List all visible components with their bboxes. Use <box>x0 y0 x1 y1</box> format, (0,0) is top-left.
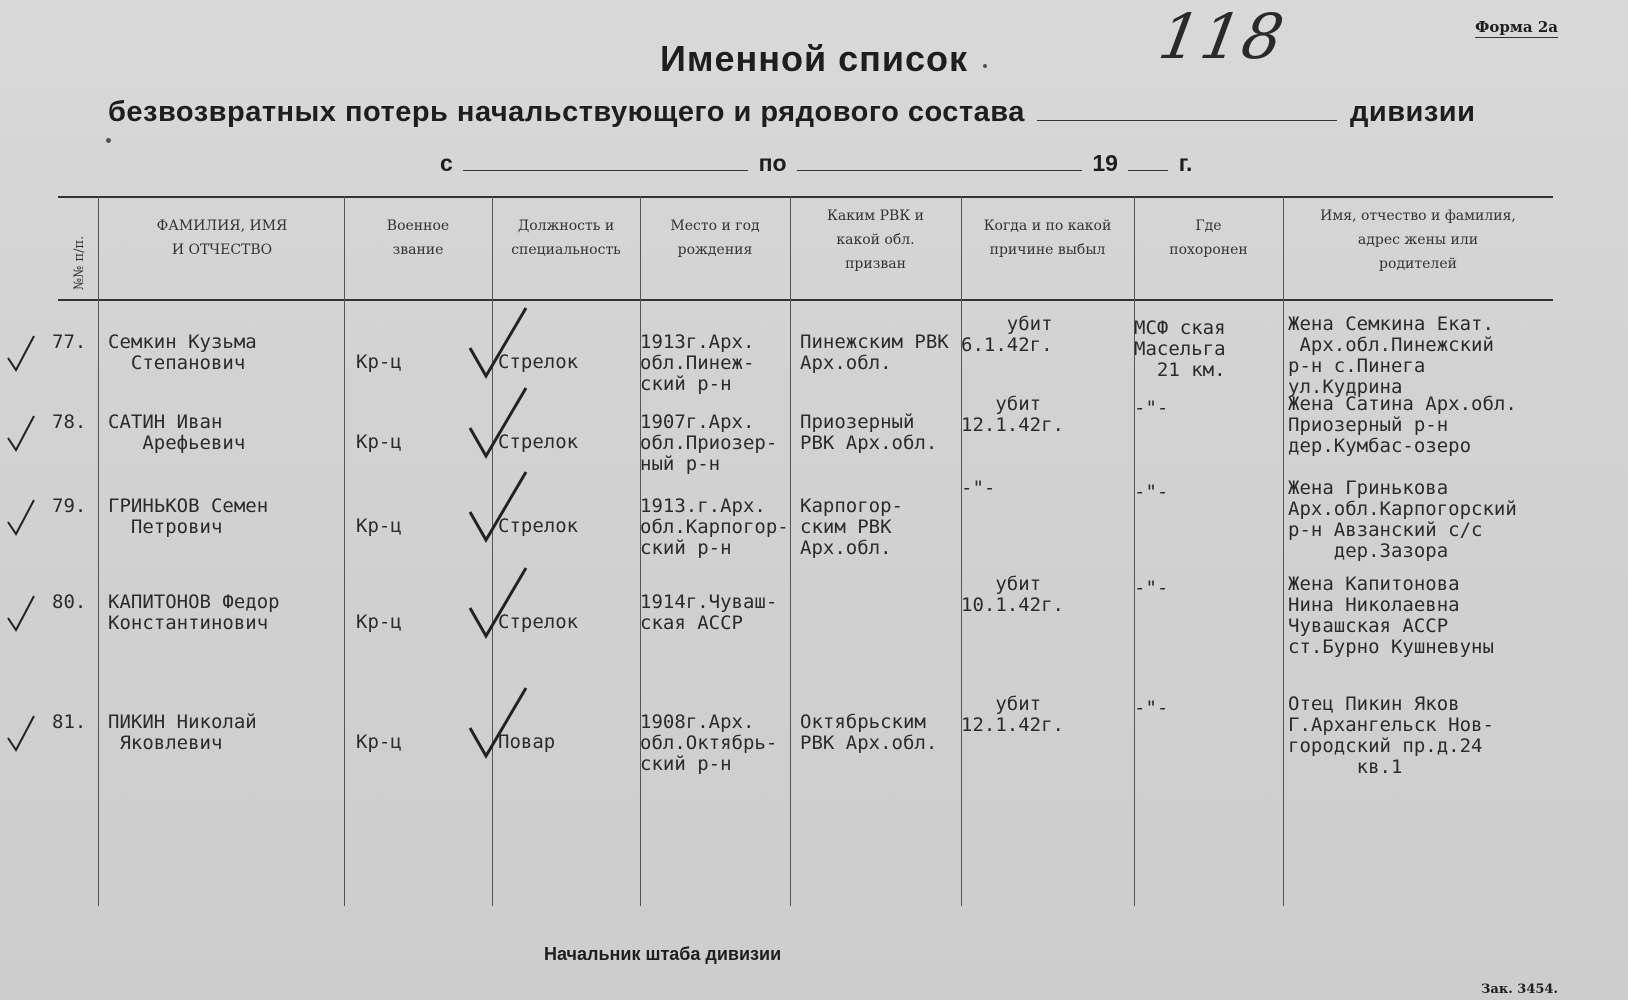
row-number: 81. <box>52 711 87 733</box>
row-birthplace: 1907г.Арх. обл.Приозер- ный р-н <box>640 411 778 475</box>
losses-table <box>52 196 1553 906</box>
row-full-name: ПИКИН Николай Яковлевич <box>108 711 257 754</box>
row-full-name: ГРИНЬКОВ Семен Петрович <box>108 495 269 538</box>
period-year-label: 19 <box>1092 150 1118 176</box>
row-number: 80. <box>52 591 87 613</box>
row-dropout: убит 10.1.42г. <box>961 573 1064 616</box>
row-full-name: КАПИТОНОВ Федор Константинович <box>108 591 280 634</box>
row-burial-place: -"- <box>1134 577 1169 599</box>
handwritten-page-number: 118 <box>1153 0 1291 73</box>
row-dropout: убит 6.1.42г. <box>961 313 1053 356</box>
scan-speck <box>983 64 987 68</box>
row-rank: Кр-ц <box>356 611 402 633</box>
row-rvk: Пинежским РВК Арх.обл. <box>800 331 949 374</box>
margin-check-icon <box>6 414 36 454</box>
row-rvk: Приозерный РВК Арх.обл. <box>800 411 938 454</box>
period-from-blank <box>463 152 748 171</box>
period-from-label: с <box>440 150 453 176</box>
row-burial-place: -"- <box>1134 397 1169 419</box>
division-blank <box>1037 102 1337 121</box>
document-subtitle <box>108 96 1475 129</box>
table-row <box>52 477 1553 576</box>
header-when: Когда и по какой причине выбыл <box>983 218 1112 258</box>
row-burial-place: -"- <box>1134 697 1169 719</box>
row-number: 77. <box>52 331 87 353</box>
table-top-rule <box>58 196 1553 198</box>
row-position: Стрелок <box>498 431 579 453</box>
row-rvk: Октябрьским РВК Арх.обл. <box>800 711 938 754</box>
period-year-blank <box>1128 152 1168 171</box>
order-number: Зак. 3454. <box>1481 982 1558 997</box>
period-to-blank <box>797 152 1082 171</box>
header-relatives: Имя, отчество и фамилия, адрес жены или родителей <box>1320 208 1516 272</box>
row-relatives: Отец Пикин Яков Г.Архангельск Нов- городский пр.д.24 кв.1 <box>1288 693 1494 778</box>
period-to-label: по <box>758 150 787 176</box>
period-line <box>440 150 1192 177</box>
header-rank: Военное звание <box>386 218 450 258</box>
header-birth: Место и год рождения <box>670 218 760 258</box>
row-full-name: САТИН Иван Арефьевич <box>108 411 246 454</box>
row-dropout: -"- <box>961 477 996 499</box>
row-birthplace: 1908г.Арх. обл.Октябрь- ский р-н <box>640 711 778 775</box>
row-position: Стрелок <box>498 611 579 633</box>
header-buried: Где похоронен <box>1169 218 1248 258</box>
row-relatives: Жена Гринькова Арх.обл.Карпогорский р-н Авзанский с/с дер.Зазора <box>1288 477 1517 562</box>
row-birthplace: 1913г.Арх. обл.Пинеж- ский р-н <box>640 331 755 395</box>
signature-label: Начальник штаба дивизии <box>544 944 782 964</box>
row-relatives: Жена Капитонова Нина Николаевна Чувашская АССР ст.Бурно Кушневуны <box>1288 573 1494 658</box>
header-name: ФАМИЛИЯ, ИМЯ И ОТЧЕСТВО <box>156 218 288 258</box>
table-row <box>52 693 1553 792</box>
header-rvk: Каким РВК и какой обл. призван <box>827 208 924 272</box>
row-burial-place: -"- <box>1134 481 1169 503</box>
row-position: Повар <box>498 731 556 753</box>
table-row <box>52 573 1553 672</box>
scan-speck <box>106 138 111 143</box>
row-dropout: убит 12.1.42г. <box>961 693 1064 736</box>
margin-check-icon <box>6 334 36 374</box>
row-rank: Кр-ц <box>356 515 402 537</box>
margin-check-icon <box>6 498 36 538</box>
period-year-suffix: г. <box>1178 150 1193 176</box>
row-position: Стрелок <box>498 351 579 373</box>
subtitle-right: дивизии <box>1349 96 1476 128</box>
table-header-rule <box>58 299 1553 301</box>
row-birthplace: 1913.г.Арх. обл.Карпогор- ский р-н <box>640 495 789 559</box>
row-rank: Кр-ц <box>356 731 402 753</box>
margin-check-icon <box>6 714 36 754</box>
row-rank: Кр-ц <box>356 431 402 453</box>
header-position: Должность и специальность <box>511 218 621 258</box>
row-relatives: Жена Сатина Арх.обл. Приозерный р-н дер.Кумбас-озеро <box>1288 393 1517 457</box>
row-full-name: Семкин Кузьма Степанович <box>108 331 257 374</box>
row-relatives: Жена Семкина Екат. Арх.обл.Пинежский р-н с.Пинега ул.Кудрина <box>1288 313 1494 398</box>
row-burial-place: МСФ ская Масельга 21 км. <box>1134 317 1226 381</box>
row-rvk: Карпогор- ским РВК Арх.обл. <box>800 495 903 559</box>
form-label: Форма 2а <box>1475 18 1558 36</box>
margin-check-icon <box>6 594 36 634</box>
row-birthplace: 1914г.Чуваш- ская АССР <box>640 591 778 634</box>
row-number: 79. <box>52 495 87 517</box>
header-number: №№ п/п. <box>72 235 87 291</box>
subtitle-left: безвозвратных потерь начальствующего и рядового состава <box>108 96 1025 128</box>
row-position: Стрелок <box>498 515 579 537</box>
document-title: Именной список <box>659 38 969 79</box>
row-rank: Кр-ц <box>356 351 402 373</box>
row-dropout: убит 12.1.42г. <box>961 393 1064 436</box>
row-number: 78. <box>52 411 87 433</box>
